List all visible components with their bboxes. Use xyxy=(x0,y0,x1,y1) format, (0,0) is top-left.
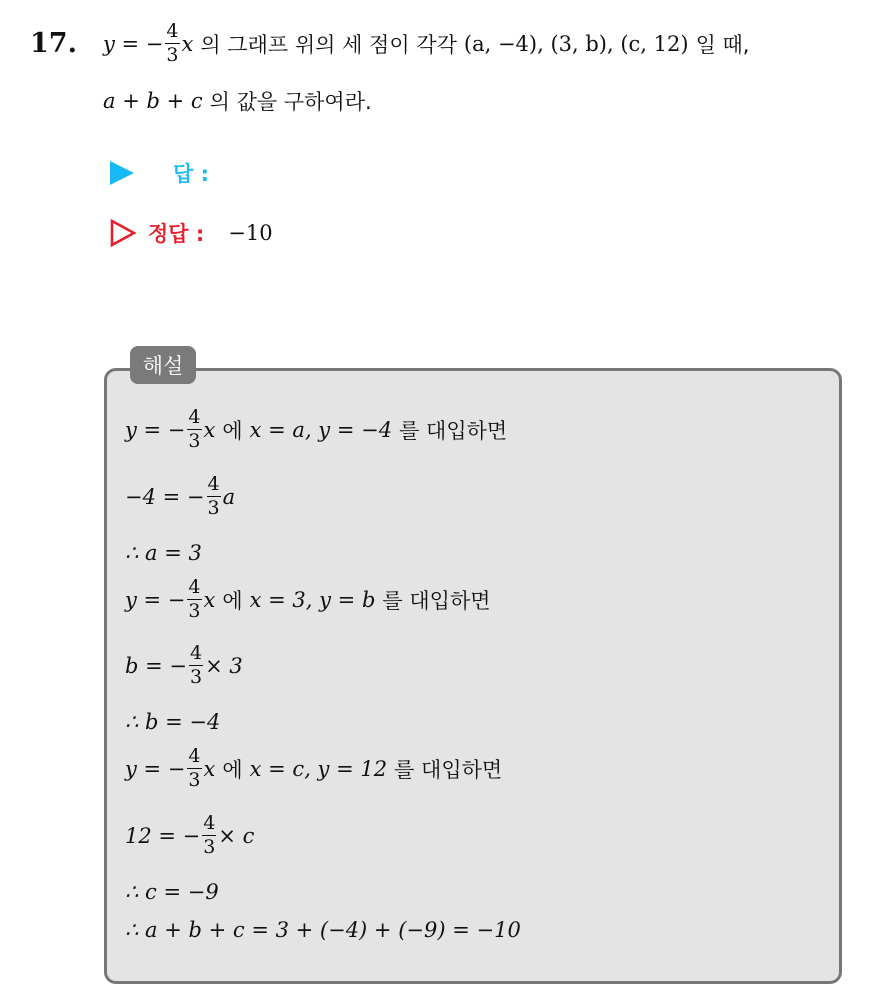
solution-text: y = − xyxy=(125,756,186,781)
solution-text: 에 xyxy=(222,588,243,613)
solution-line-1 xyxy=(125,408,507,451)
answer-label: 답 : xyxy=(173,162,209,186)
solution-tag: 해설 xyxy=(130,346,196,384)
solution-text: x xyxy=(203,587,216,612)
problem-line-1 xyxy=(103,22,750,65)
solution-text: 를 대입하면 xyxy=(399,418,508,443)
play-filled-icon xyxy=(110,161,134,185)
solution-text: ∴ a = 3 xyxy=(125,541,202,565)
solution-text: x = c, y = 12 xyxy=(249,756,388,781)
correct-answer-value: −10 xyxy=(228,221,273,245)
solution-line-4 xyxy=(125,578,491,621)
problem-number: 17. xyxy=(30,28,77,59)
solution-text: x = a, y = −4 xyxy=(249,417,393,442)
solution-text: a xyxy=(222,484,236,509)
solution-line-3 xyxy=(125,541,202,565)
solution-line-2 xyxy=(125,475,235,518)
solution-text: x = 3, y = b xyxy=(249,587,376,612)
sum-expression: a + b + c xyxy=(103,89,203,113)
solution-text: y = − xyxy=(125,417,186,442)
solution-text: × 3 xyxy=(205,653,243,678)
play-outline-icon xyxy=(110,219,136,247)
fraction: $\frac{4}{3}$ xyxy=(188,576,201,622)
fraction: $\frac{4}{3}$ xyxy=(188,745,201,791)
solution-text: 에 xyxy=(222,757,243,782)
fraction: $\frac{4}{3}$ xyxy=(207,473,220,519)
solution-text: −4 = − xyxy=(125,484,205,509)
solution-text: b = − xyxy=(125,653,187,678)
solution-line-6 xyxy=(125,710,220,734)
fraction: $\frac{4}{3}$ xyxy=(190,642,203,688)
problem-line-2 xyxy=(103,86,372,116)
solution-line-9 xyxy=(125,880,219,904)
solution-text: 에 xyxy=(222,418,243,443)
fraction-numerator: 4 xyxy=(166,20,179,42)
solution-text: 12 = − xyxy=(125,823,201,848)
equation-lhs: y = − xyxy=(103,31,164,56)
equation-var: x xyxy=(181,31,194,56)
solution-line-8 xyxy=(125,814,254,857)
problem-tail: 일 때, xyxy=(695,32,750,57)
solution-text: y = − xyxy=(125,587,186,612)
fraction: $\frac{4}{3}$ xyxy=(203,812,216,858)
answer-row xyxy=(110,158,209,188)
solution-text: 를 대입하면 xyxy=(382,588,491,613)
solution-text: x xyxy=(203,417,216,442)
correct-answer-label: 정답 : xyxy=(148,222,205,246)
fraction: $\frac{4}{3}$ xyxy=(188,406,201,452)
solution-text: ∴ c = −9 xyxy=(125,880,219,904)
solution-text: 를 대입하면 xyxy=(394,757,503,782)
solution-text: × c xyxy=(218,823,255,848)
solution-line-7 xyxy=(125,747,502,790)
solution-text: x xyxy=(203,756,216,781)
correct-answer-row xyxy=(110,218,273,248)
solution-text: ∴ a + b + c = 3 + (−4) + (−9) = −10 xyxy=(125,918,521,942)
fraction xyxy=(165,22,179,65)
problem-points: (a, −4), (3, b), (c, 12) xyxy=(463,31,689,56)
solution-line-5 xyxy=(125,644,243,687)
fraction-denominator: 3 xyxy=(166,44,179,66)
solution-line-10 xyxy=(125,918,521,942)
solution-text: ∴ b = −4 xyxy=(125,710,221,734)
problem-text: 의 그래프 위의 세 점이 각각 xyxy=(200,32,457,57)
problem-question: 의 값을 구하여라. xyxy=(209,90,372,114)
